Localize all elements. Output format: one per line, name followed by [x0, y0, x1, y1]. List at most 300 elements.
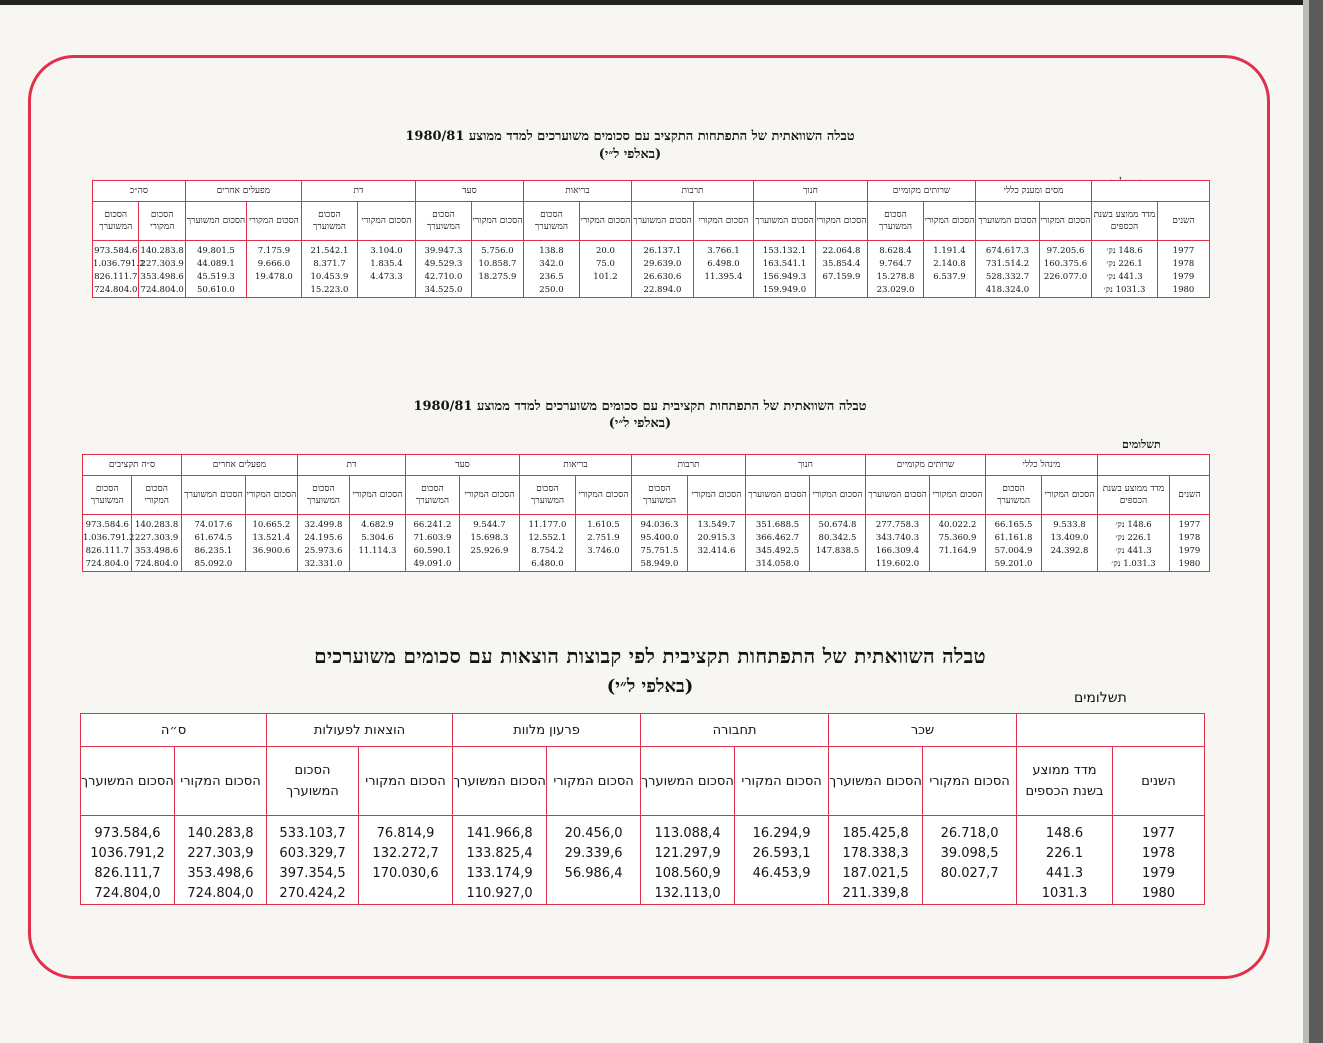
group-header: חנוך: [745, 455, 865, 476]
original-amount-cell: [246, 241, 301, 298]
original-amount: 39.098,5: [940, 846, 999, 861]
adjusted-amount-cell: [181, 515, 245, 572]
original-amount-cell: [735, 816, 829, 905]
original-amount-header: הסכום המקורי: [693, 202, 753, 241]
adjusted-amount: 15.223.0: [310, 285, 349, 295]
original-amount-cell: [1042, 515, 1098, 572]
year-value: 1977: [1178, 520, 1201, 530]
original-amount: 4.682.9: [361, 520, 394, 530]
adjusted-amount: 8.628.4: [879, 246, 912, 256]
adjusted-amount: 211.339,8: [842, 886, 909, 901]
table-row: [83, 515, 1210, 572]
sub-header-row: [81, 747, 1205, 816]
table1-unit: (באלפי ל״י): [598, 147, 662, 162]
index-value: 226.1 נק׳: [1106, 259, 1143, 269]
adjusted-amount: 26.137.1: [643, 246, 682, 256]
original-amount: 147.838.5: [815, 546, 860, 556]
original-amount: [816, 284, 867, 297]
original-amount: 3.746.0: [587, 546, 620, 556]
adjusted-amount: 12.552.1: [528, 533, 567, 543]
group-header: סה״כ: [93, 181, 186, 202]
group-header-row: [83, 455, 1210, 476]
index-value: 148.6 נק׳: [1115, 520, 1152, 530]
year-value: 1978: [1172, 259, 1195, 269]
original-amount-cell: [175, 816, 267, 905]
group-header: דת: [297, 455, 405, 476]
adjusted-amount: 528.332.7: [985, 272, 1030, 282]
adjusted-amount-header: הסכום המשוערך: [405, 476, 459, 515]
group-header: תרבות: [631, 181, 753, 202]
years-cell: [1158, 241, 1210, 298]
original-amount: 9.666.0: [257, 259, 291, 269]
original-amount: 11.395.4: [704, 272, 743, 282]
adjusted-amount: 674.617.3: [985, 246, 1030, 256]
original-amount-header: הסכום המקורי: [132, 476, 181, 515]
adjusted-amount-header: הסכום המשוערך: [415, 202, 471, 241]
group-header-row: [81, 714, 1205, 747]
original-amount-cell: [687, 515, 745, 572]
original-amount-header: הסכום המקורי: [924, 202, 976, 241]
adjusted-amount: 345.492.5: [755, 546, 800, 556]
adjusted-amount-cell: [829, 816, 923, 905]
adjusted-amount: 58.949.0: [640, 559, 679, 569]
original-amount: 50.674.8: [818, 520, 857, 530]
adjusted-amount: 351.688.5: [755, 520, 800, 530]
adjusted-amount: 42.710.0: [424, 272, 463, 282]
adjusted-amount: 342.0: [539, 259, 564, 269]
original-amount-header: הסכום המקורי: [930, 476, 986, 515]
adjusted-amount: 39.947.3: [424, 246, 463, 256]
original-amount-cell: [924, 241, 976, 298]
group-header: חנוך: [753, 181, 867, 202]
original-amount-cell: [930, 515, 986, 572]
original-amount: 20.456,0: [564, 826, 623, 841]
original-amount: [930, 558, 985, 571]
group-header: שרותים מקומיים: [865, 455, 985, 476]
adjusted-amount: 95.400.0: [640, 533, 679, 543]
table2-unit: (באלפי ל״י): [608, 416, 672, 431]
original-amount-header: הסכום המקורי: [357, 202, 415, 241]
original-amount: 170.030,6: [372, 866, 439, 881]
original-amount: 67.159.9: [822, 272, 861, 282]
original-amount: 20.915.3: [697, 533, 736, 543]
index-header: מדד ממוצע בשנת הכספים: [1098, 476, 1170, 515]
index-cell: [1098, 515, 1170, 572]
adjusted-amount: 166.309.4: [875, 546, 920, 556]
original-amount: [358, 284, 415, 297]
adjusted-amount: 32.331.0: [304, 559, 343, 569]
original-amount: [247, 284, 301, 297]
adjusted-amount: 49.529.3: [424, 259, 463, 269]
index-value: 148.6: [1045, 826, 1084, 841]
table-row: [93, 241, 1210, 298]
adjusted-amount-header: הסכום המשוערך: [453, 747, 547, 816]
years-header: השנים: [1158, 202, 1210, 241]
adjusted-amount: 178.338,3: [842, 846, 909, 861]
adjusted-amount: 45.519.3: [196, 272, 235, 282]
index-value: 1.031.3 נק׳: [1111, 559, 1156, 569]
original-amount: 353.498.6: [140, 272, 184, 282]
original-amount: 724.804.0: [140, 285, 184, 295]
adjusted-amount-header: הסכום המשוערך: [519, 476, 575, 515]
index-value: 1031.3: [1041, 886, 1088, 901]
original-amount: 46.453,9: [752, 866, 811, 881]
original-amount: 75.0: [595, 259, 615, 269]
original-amount: [923, 884, 1016, 904]
original-amount: [580, 284, 631, 297]
original-amount: 18.275.9: [478, 272, 517, 282]
group-header: תחבורה: [641, 714, 829, 747]
adjusted-amount: 8.371.7: [313, 259, 346, 269]
original-amount: [1042, 558, 1097, 571]
group-header: שכר: [829, 714, 1017, 747]
adjusted-amount: 277.758.3: [875, 520, 920, 530]
adjusted-amount-cell: [301, 241, 357, 298]
adjusted-amount: 236.5: [539, 272, 564, 282]
adjusted-amount-header: הסכום המשוערך: [986, 476, 1042, 515]
adjusted-amount-cell: [745, 515, 809, 572]
original-amount: 11.114.3: [358, 546, 397, 556]
original-amount: [350, 558, 405, 571]
table3-label: תשלומים: [1074, 690, 1127, 706]
table3-unit: (באלפי ל״י): [606, 676, 694, 697]
adjusted-amount: 44.089.1: [196, 259, 235, 269]
original-amount: 227.303.9: [140, 259, 184, 269]
original-amount: 2.140.8: [933, 259, 966, 269]
adjusted-amount: 156.949.3: [762, 272, 807, 282]
original-amount: 1.191.4: [933, 246, 966, 256]
adjusted-amount: 119.602.0: [875, 559, 920, 569]
original-amount: 22.064.8: [822, 246, 861, 256]
adjusted-amount-cell: [865, 515, 929, 572]
original-amount-cell: [349, 515, 405, 572]
original-amount-header: הסכום המקורי: [687, 476, 745, 515]
original-amount: 7.175.9: [257, 246, 291, 256]
original-amount-cell: [132, 515, 181, 572]
adjusted-amount: 25.973.6: [304, 546, 343, 556]
adjusted-amount-header: הסכום המשוערך: [976, 202, 1040, 241]
adjusted-amount: 724.804.0: [94, 285, 138, 295]
original-amount-cell: [359, 816, 453, 905]
original-amount: 26.593,1: [752, 846, 811, 861]
adjusted-amount: 6.480.0: [531, 559, 564, 569]
scan-right-edge: [1309, 0, 1323, 1043]
original-amount: 1.610.5: [587, 520, 620, 530]
adjusted-amount: 61.674.5: [194, 533, 233, 543]
original-amount: [810, 558, 865, 571]
index-header: מדד ממוצע בשנת הכספים: [1017, 747, 1113, 816]
adjusted-amount-cell: [83, 515, 135, 572]
original-amount: [694, 284, 753, 297]
years-cell: [1113, 816, 1205, 905]
adjusted-amount: 9.764.7: [879, 259, 912, 269]
adjusted-amount-header: הסכום המשוערך: [753, 202, 815, 241]
adjusted-amount: 270.424,2: [279, 886, 346, 901]
original-amount: 76.814,9: [376, 826, 435, 841]
adjusted-amount-header: הסכום המשוערך: [185, 202, 246, 241]
adjusted-amount-header: הסכום המשוערך: [641, 747, 735, 816]
adjusted-amount-header: הסכום המשוערך: [865, 476, 929, 515]
year-value: 1979: [1141, 866, 1176, 881]
index-cell: [1092, 241, 1158, 298]
table1: [92, 180, 1210, 298]
original-amount: 227.303.9: [135, 533, 179, 543]
group-header: בריאות: [523, 181, 631, 202]
group-header: שרותים מקומיים: [867, 181, 975, 202]
original-amount: 3.766.1: [707, 246, 740, 256]
adjusted-amount: 121.297,9: [654, 846, 721, 861]
original-amount: 140.283,8: [187, 826, 254, 841]
adjusted-amount: 57.004.9: [994, 546, 1033, 556]
table2-label: תשלומים: [1122, 438, 1161, 451]
adjusted-amount: 533.103,7: [279, 826, 346, 841]
original-amount: 29.339,6: [564, 846, 623, 861]
adjusted-amount: 59.201.0: [994, 559, 1033, 569]
adjusted-amount: 60.590.1: [413, 546, 452, 556]
original-amount-header: הסכום המקורי: [139, 202, 185, 241]
original-amount: 1.835.4: [370, 259, 403, 269]
original-amount-header: הסכום המקורי: [359, 747, 453, 816]
original-amount: 32.414.6: [697, 546, 736, 556]
original-amount: 10.665.2: [252, 520, 291, 530]
original-amount: 5.304.6: [361, 533, 394, 543]
adjusted-amount: 397.354,5: [279, 866, 346, 881]
original-amount: 9.544.7: [473, 520, 506, 530]
index-cell: [1017, 816, 1113, 905]
adjusted-amount-cell: [405, 515, 459, 572]
index-value: 226.1 נק׳: [1115, 533, 1152, 543]
original-amount: 6.537.9: [933, 272, 966, 282]
adjusted-amount: 61.161.8: [994, 533, 1033, 543]
original-amount: [688, 558, 745, 571]
adjusted-amount: 85.092.0: [194, 559, 233, 569]
original-amount: [246, 558, 297, 571]
adjusted-amount: 973.584.6: [85, 520, 129, 530]
original-amount: [472, 284, 523, 297]
original-amount: 97.205.6: [1046, 246, 1085, 256]
original-amount-cell: [1040, 241, 1092, 298]
adjusted-amount: 187.021,5: [842, 866, 909, 881]
group-header: דת: [301, 181, 415, 202]
table3-title: טבלה השוואתית של התפתחות תקציבית לפי קבוצות הוצאות עם סכומים משוערכים: [314, 644, 986, 668]
original-amount-cell: [471, 241, 523, 298]
original-amount: 724.804.0: [135, 559, 179, 569]
original-amount-header: הסכום המקורי: [459, 476, 519, 515]
original-amount: 56.986,4: [564, 866, 623, 881]
group-header: מינהל כללי: [986, 455, 1098, 476]
original-amount: 80.342.5: [818, 533, 857, 543]
group-header: סעד: [415, 181, 523, 202]
adjusted-amount-cell: [519, 515, 575, 572]
adjusted-amount: 66.165.5: [994, 520, 1033, 530]
adjusted-amount: 49.801.5: [196, 246, 235, 256]
adjusted-amount: 24.195.6: [304, 533, 343, 543]
adjusted-amount-header: הסכום המשוערך: [631, 476, 687, 515]
group-header: ס״ה תקציבים: [83, 455, 182, 476]
group-header: תרבות: [631, 455, 745, 476]
original-amount: 140.283.8: [135, 520, 179, 530]
group-header: בריאות: [519, 455, 631, 476]
adjusted-amount-header: הסכום המשוערך: [867, 202, 923, 241]
adjusted-amount: 86.235.1: [194, 546, 233, 556]
original-amount: 19.478.0: [254, 272, 293, 282]
original-amount: 101.2: [593, 272, 618, 282]
adjusted-amount-header: הסכום המשוערך: [631, 202, 693, 241]
original-amount-header: הסכום המקורי: [547, 747, 641, 816]
original-amount: 36.900.6: [252, 546, 291, 556]
adjusted-amount-cell: [631, 515, 687, 572]
adjusted-amount-cell: [867, 241, 923, 298]
sub-header-row: [93, 202, 1210, 241]
original-amount: 25.926.9: [470, 546, 509, 556]
original-amount: 6.498.0: [707, 259, 740, 269]
original-amount: 132.272,7: [372, 846, 439, 861]
group-header: מפעלים אחרים: [185, 181, 301, 202]
index-value: 441.3: [1045, 866, 1084, 881]
year-value: 1977: [1141, 826, 1176, 841]
year-value: 1979: [1172, 272, 1195, 282]
year-value: 1978: [1141, 846, 1176, 861]
adjusted-amount-cell: [185, 241, 246, 298]
original-amount: 13.549.7: [697, 520, 736, 530]
original-amount-header: הסכום המקורי: [175, 747, 267, 816]
adjusted-amount: 1036.791,2: [90, 846, 165, 861]
original-amount: 20.0: [595, 246, 615, 256]
adjusted-amount-header: הסכום המשוערך: [297, 476, 349, 515]
adjusted-amount-cell: [93, 241, 145, 298]
original-amount: [1040, 284, 1091, 297]
year-value: 1980: [1141, 886, 1176, 901]
adjusted-amount: 724.804.0: [85, 559, 129, 569]
original-amount-header: הסכום המקורי: [349, 476, 405, 515]
original-amount: 80.027,7: [940, 866, 999, 881]
original-amount: 724.804,0: [187, 886, 254, 901]
adjusted-amount-header: הסכום המשוערך: [83, 476, 132, 515]
adjusted-amount: 10.453.9: [310, 272, 349, 282]
group-header-row: [93, 181, 1210, 202]
table3: [80, 713, 1205, 905]
adjusted-amount: 133.174,9: [466, 866, 533, 881]
original-amount-header: הסכום המקורי: [579, 202, 631, 241]
original-amount: [924, 284, 975, 297]
original-amount: 13.521.4: [252, 533, 291, 543]
adjusted-amount: 343.740.3: [875, 533, 920, 543]
original-amount-header: הסכום המקורי: [245, 476, 297, 515]
adjusted-amount: 49.091.0: [413, 559, 452, 569]
original-amount: 13.409.0: [1050, 533, 1089, 543]
adjusted-amount: 418.324.0: [985, 285, 1030, 295]
table1-title: טבלה השוואתית של התפתחות התקציב עם סכומים משוערכים למדד ממוצע 1980/81: [405, 129, 855, 144]
adjusted-amount: 133.825,4: [466, 846, 533, 861]
adjusted-amount-cell: [641, 816, 735, 905]
adjusted-amount: 163.541.1: [762, 259, 807, 269]
group-header: ס״ה: [81, 714, 267, 747]
year-value: 1979: [1178, 546, 1201, 556]
index-value: 1031.3 נק׳: [1103, 285, 1146, 295]
index-value: 441.3 נק׳: [1115, 546, 1152, 556]
adjusted-amount: 110.927,0: [466, 886, 533, 901]
adjusted-amount-header: הסכום המשוערך: [93, 202, 139, 241]
scan-top-edge: [0, 0, 1323, 5]
original-amount-cell: [579, 241, 631, 298]
adjusted-amount-header: הסכום המשוערך: [301, 202, 357, 241]
adjusted-amount: 314.058.0: [755, 559, 800, 569]
adjusted-amount: 153.132.1: [762, 246, 807, 256]
adjusted-amount: 11.177.0: [528, 520, 567, 530]
index-value: 226.1: [1045, 846, 1084, 861]
header-blank: [1098, 455, 1210, 476]
original-amount-cell: [923, 816, 1017, 905]
group-header: מפעלים אחרים: [181, 455, 297, 476]
original-amount-cell: [815, 241, 867, 298]
adjusted-amount: 973.584.6: [94, 246, 138, 256]
adjusted-amount: 603.329,7: [279, 846, 346, 861]
adjusted-amount: 1.036.791.2: [93, 259, 145, 269]
adjusted-amount: 141.966,8: [466, 826, 533, 841]
adjusted-amount: 185.425,8: [842, 826, 909, 841]
year-value: 1980: [1178, 559, 1201, 569]
original-amount: 26.718,0: [940, 826, 999, 841]
adjusted-amount-header: הסכום המשוערך: [745, 476, 809, 515]
original-amount: [547, 884, 640, 904]
original-amount-cell: [547, 816, 641, 905]
original-amount: 40.022.2: [938, 520, 977, 530]
original-amount: 71.164.9: [938, 546, 977, 556]
years-cell: [1170, 515, 1210, 572]
adjusted-amount: 724.804,0: [94, 886, 161, 901]
original-amount: 10.858.7: [478, 259, 517, 269]
adjusted-amount: 29.639.0: [643, 259, 682, 269]
original-amount-header: הסכום המקורי: [1042, 476, 1098, 515]
original-amount: [735, 884, 828, 904]
original-amount-header: הסכום המקורי: [809, 476, 865, 515]
original-amount-cell: [139, 241, 185, 298]
original-amount-header: הסכום המקורי: [246, 202, 301, 241]
original-amount: 2.751.9: [587, 533, 620, 543]
original-amount: 9.533.8: [1053, 520, 1086, 530]
original-amount-cell: [459, 515, 519, 572]
adjusted-amount-header: הסכום המשוערך: [181, 476, 245, 515]
adjusted-amount: 50.610.0: [196, 285, 235, 295]
original-amount: 15.698.3: [470, 533, 509, 543]
original-amount-cell: [245, 515, 297, 572]
adjusted-amount: 21.542.1: [310, 246, 349, 256]
table-row: [81, 816, 1205, 905]
adjusted-amount-cell: [453, 816, 547, 905]
adjusted-amount: 826.111,7: [94, 866, 161, 881]
adjusted-amount: 26.630.6: [643, 272, 682, 282]
group-header: הוצאות לפעולות: [267, 714, 453, 747]
adjusted-amount-cell: [297, 515, 349, 572]
original-amount: 35.854.4: [822, 259, 861, 269]
adjusted-amount-header: הסכום המשוערך: [267, 747, 359, 816]
original-amount-header: הסכום המקורי: [1040, 202, 1092, 241]
adjusted-amount-cell: [523, 241, 579, 298]
adjusted-amount: 108.560,9: [654, 866, 721, 881]
original-amount-cell: [357, 241, 415, 298]
adjusted-amount: 826.111.7: [85, 546, 129, 556]
adjusted-amount: 15.278.8: [876, 272, 915, 282]
year-value: 1977: [1172, 246, 1195, 256]
original-amount: 227.303,9: [187, 846, 254, 861]
adjusted-amount: 731.514.2: [985, 259, 1030, 269]
original-amount: 5.756.0: [481, 246, 514, 256]
original-amount: 75.360.9: [938, 533, 977, 543]
group-header: סעד: [405, 455, 519, 476]
adjusted-amount: 75.751.5: [640, 546, 679, 556]
original-amount-cell: [575, 515, 631, 572]
adjusted-amount-cell: [753, 241, 815, 298]
